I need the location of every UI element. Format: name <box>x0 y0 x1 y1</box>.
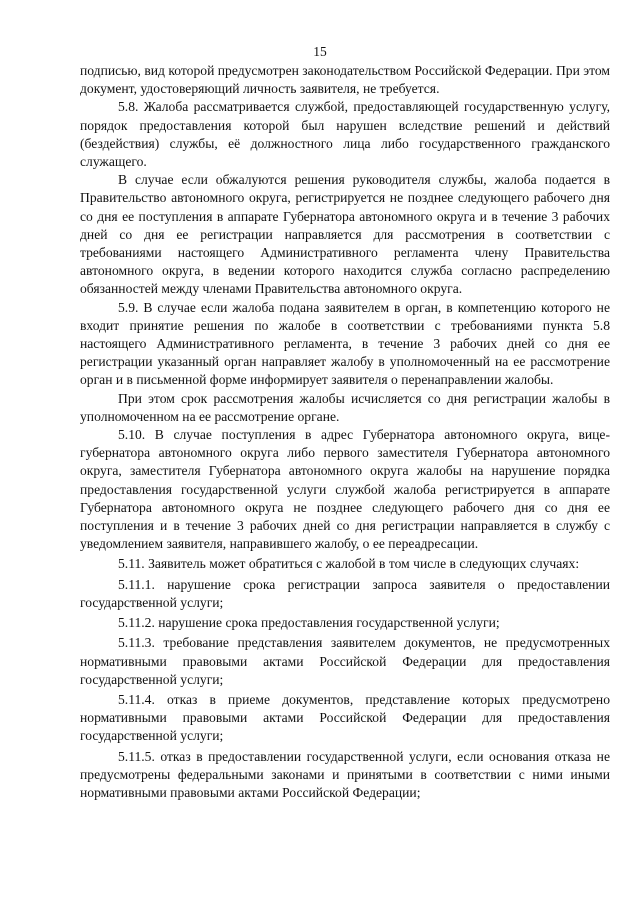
document-body <box>80 62 610 802</box>
paragraph-5-11-4: 5.11.4. отказ в приеме документов, представление которых предусмотрено нормативными правовыми актами Российской Федерации для предоставления государственной услуги; <box>80 691 610 744</box>
paragraph-5-11-2: 5.11.2. нарушение срока предоставления государственной услуги; <box>118 615 500 631</box>
paragraph-5-8: 5.8. Жалоба рассматривается службой, предоставляющей государственную услугу, порядок предоставления которой был нарушен вследствие решений и действий (бездействия) службы, её должностного лица либо государственного гражданского служащего. <box>80 99 610 170</box>
paragraph-5-8-addendum: В случае если обжалуются решения руководителя службы, жалоба подается в Правительство автономного округа, регистрируется не позднее следующего рабочего дня со дня ее поступления в аппарате Губернатора автономного округа и в течение 3 рабочих дней со дня ее регистрации направляется для рассмотрения в соответствии с требованиями настоящего Административного регламента члену Правительства автономного округа, в ведении которого находится служба согласно распределению обязанностей между членами Правительства автономного округа. <box>80 172 610 297</box>
paragraph-continuation: подписью, вид которой предусмотрен законодательством Российской Федерации. При этом документ, удостоверяющий личность заявителя, не требуется. <box>80 63 610 97</box>
paragraph-5-11-3: 5.11.3. требование представления заявителем документов, не предусмотренных нормативными правовыми актами Российской Федерации для предоставления государственной услуги; <box>80 635 610 687</box>
paragraph-5-11-5: 5.11.5. отказ в предоставлении государственной услуги, если основания отказа не предусмотрены федеральными законами и принятыми в соответствии с ними иными нормативными правовыми актами Российской Федерации; <box>80 748 610 800</box>
paragraph-5-11: 5.11. Заявитель может обратиться с жалобой в том числе в следующих случаях: <box>118 556 580 572</box>
paragraph-5-11-1: 5.11.1. нарушение срока регистрации запроса заявителя о предоставлении государственной услуги; <box>80 576 610 610</box>
paragraph-5-9: 5.9. В случае если жалоба подана заявителем в орган, в компетенцию которого не входит принятие решения по жалобе в соответствии с требованиями пункта 5.8 настоящего Административного регламента, в течение 3 рабочих дней со дня ее регистрации указанный орган направляет жалобу в уполномоченный на ее рассмотрение орган и в письменной форме информирует заявителя о перенаправлении жалобы. <box>80 299 610 388</box>
paragraph-5-10: 5.10. В случае поступления в адрес Губернатора автономного округа, вице-губернатора автономного округа либо первого заместителя Губернатора автономного округа, заместителя Губернатора автономного округа жалобы на нарушение порядка предоставления государственной услуги службой жалоба регистрируется в аппарате Губернатора автономного округа не позднее следующего рабочего дня со дня ее поступления и в течение 3 рабочих дней со дня регистрации направляется в службу с уведомлением заявителя, направившего жалобу, о ее переадресации. <box>80 427 610 552</box>
paragraph-5-9-addendum: При этом срок рассмотрения жалобы исчисляется со дня регистрации жалобы в уполномоченном на ее рассмотрение органе. <box>80 390 610 424</box>
page-number: 15 <box>313 44 327 59</box>
